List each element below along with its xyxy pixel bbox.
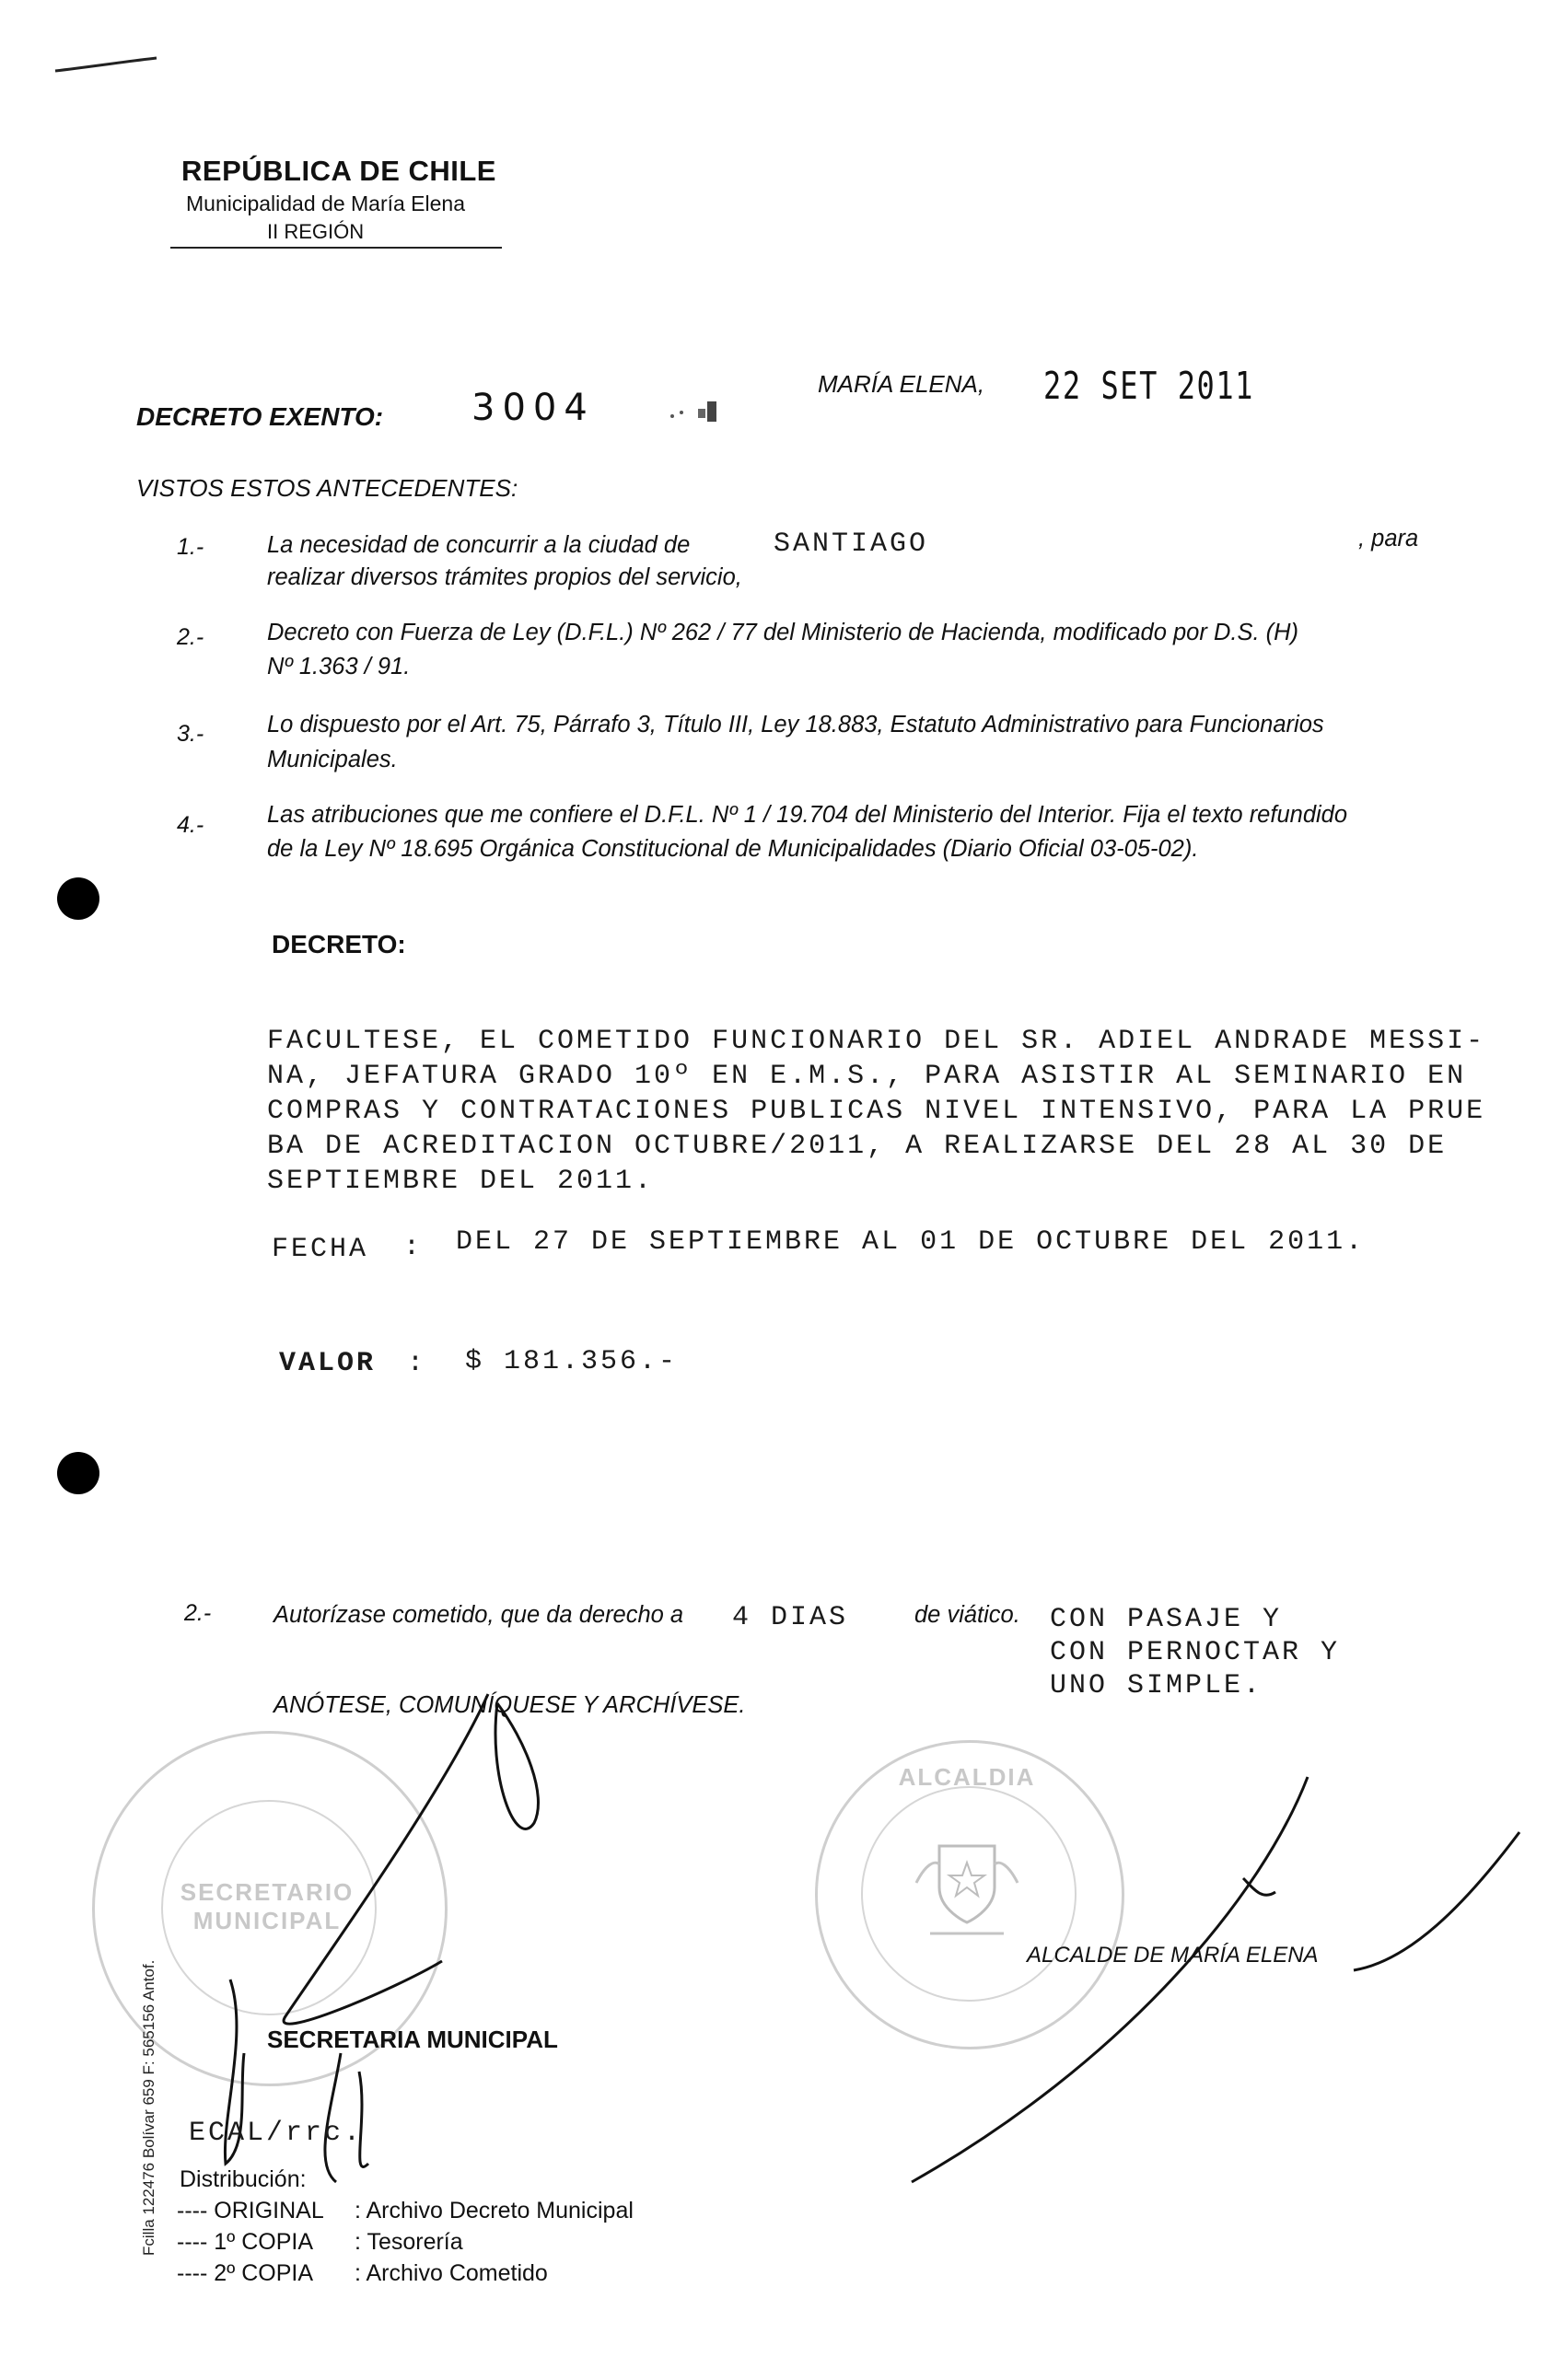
stamp-left-text: SECRETARIO MUNICIPAL	[180, 1878, 355, 1934]
fecha-separator: :	[403, 1232, 424, 1263]
vistos-item-text: de la Ley Nº 18.695 Orgánica Constitucional de Municipalidades (Diario Oficial 03-05-02).	[267, 836, 1199, 862]
vistos-item-number: 4.-	[177, 812, 204, 838]
vistos-item-text: , para	[1358, 526, 1419, 551]
signature-title-alcalde: ALCALDE DE MARÍA ELENA	[1027, 1943, 1319, 1968]
signature-title-secretaria: SECRETARIA MUNICIPAL	[267, 2026, 558, 2053]
distribution-copy: ---- 1º COPIA	[177, 2229, 314, 2255]
viatico-condition: CON PASAJE Y	[1050, 1604, 1283, 1635]
valor-value: $ 181.356.-	[465, 1346, 679, 1377]
typist-initials: ECAL/rrc.	[189, 2118, 364, 2149]
vistos-item-text: Lo dispuesto por el Art. 75, Párrafo 3, Título III, Ley 18.883, Estatuto Administrativo para Funcionarios	[267, 712, 1324, 737]
vistos-item-text: Las atribuciones que me confiere el D.F.L. Nº 1 / 19.704 del Ministerio del Interior. Fija el texto refundido	[267, 802, 1348, 828]
viatico-text: Autorízase cometido, que da derecho a	[274, 1602, 684, 1628]
vistos-item-text: Decreto con Fuerza de Ley (D.F.L.) Nº 262 / 77 del Ministerio de Hacienda, modificado por D.S. (H)	[267, 620, 1299, 645]
distribution-copy: ---- ORIGINAL	[177, 2198, 324, 2223]
viatico-days: 4 DIAS	[732, 1602, 849, 1633]
punch-hole	[57, 877, 99, 920]
fecha-label: FECHA	[272, 1234, 369, 1265]
header-underline	[170, 247, 502, 249]
closing-formula: ANÓTESE, COMUNÍQUESE Y ARCHÍVESE.	[274, 1692, 746, 1718]
decree-place: MARÍA ELENA,	[818, 370, 985, 398]
header-country: REPÚBLICA DE CHILE	[181, 155, 496, 187]
distribution-destination: : Archivo Cometido	[355, 2260, 548, 2286]
vistos-item-city: SANTIAGO	[774, 528, 929, 560]
decree-date: 22 SET 2011	[1043, 364, 1254, 408]
decreto-body-line: FACULTESE, EL COMETIDO FUNCIONARIO DEL SR. ADIEL ANDRADE MESSI-	[267, 1026, 1486, 1057]
printer-note: Fcilla 122476 Bolívar 659 F: 565156 Antof.	[140, 1959, 157, 2256]
viatico-suffix: de viático.	[914, 1602, 1020, 1628]
viatico-condition: CON PERNOCTAR Y	[1050, 1637, 1341, 1668]
distribution-destination: : Archivo Decreto Municipal	[355, 2198, 634, 2223]
decreto-body-line: BA DE ACREDITACION OCTUBRE/2011, A REALIZARSE DEL 28 AL 30 DE	[267, 1131, 1448, 1162]
signature-alcalde	[893, 1759, 1538, 2191]
decree-label: DECRETO EXENTO:	[136, 402, 384, 431]
vistos-item-text: La necesidad de concurrir a la ciudad de	[267, 532, 691, 558]
distribution-copy: ---- 2º COPIA	[177, 2260, 314, 2286]
valor-label: VALOR	[279, 1348, 377, 1379]
distribution-destination: : Tesorería	[355, 2229, 463, 2255]
fecha-value: DEL 27 DE SEPTIEMBRE AL 01 DE OCTUBRE DEL 2011.	[456, 1226, 1366, 1258]
vistos-item-number: 1.-	[177, 534, 204, 560]
header-region: II REGIÓN	[267, 220, 365, 243]
vistos-item-number: 2.-	[177, 624, 204, 650]
punch-hole	[57, 1452, 99, 1494]
stamp-right-text: ALCALDIA	[898, 1763, 1036, 1791]
vistos-heading: VISTOS ESTOS ANTECEDENTES:	[136, 474, 518, 502]
decreto-heading: DECRETO:	[272, 930, 406, 958]
viatico-number: 2.-	[184, 1600, 212, 1626]
stamp-smudge-icon	[654, 387, 737, 433]
vistos-item-number: 3.-	[177, 721, 204, 747]
vistos-item-text: Municipales.	[267, 747, 398, 772]
vistos-item-text: realizar diversos trámites propios del servicio,	[267, 564, 742, 590]
viatico-condition: UNO SIMPLE.	[1050, 1670, 1263, 1701]
distribution-heading: Distribución:	[180, 2166, 307, 2192]
decreto-body-line: NA, JEFATURA GRADO 10º EN E.M.S., PARA ASISTIR AL SEMINARIO EN	[267, 1061, 1467, 1092]
header-municipality: Municipalidad de María Elena	[186, 192, 466, 215]
decreto-body-line: SEPTIEMBRE DEL 2011.	[267, 1166, 655, 1197]
decree-number: 3004	[471, 387, 595, 429]
valor-separator: :	[407, 1348, 427, 1379]
vistos-item-text: Nº 1.363 / 91.	[267, 654, 411, 679]
decreto-body-line: COMPRAS Y CONTRATACIONES PUBLICAS NIVEL INTENSIVO, PARA LA PRUE	[267, 1096, 1486, 1127]
scan-mark	[51, 51, 161, 87]
